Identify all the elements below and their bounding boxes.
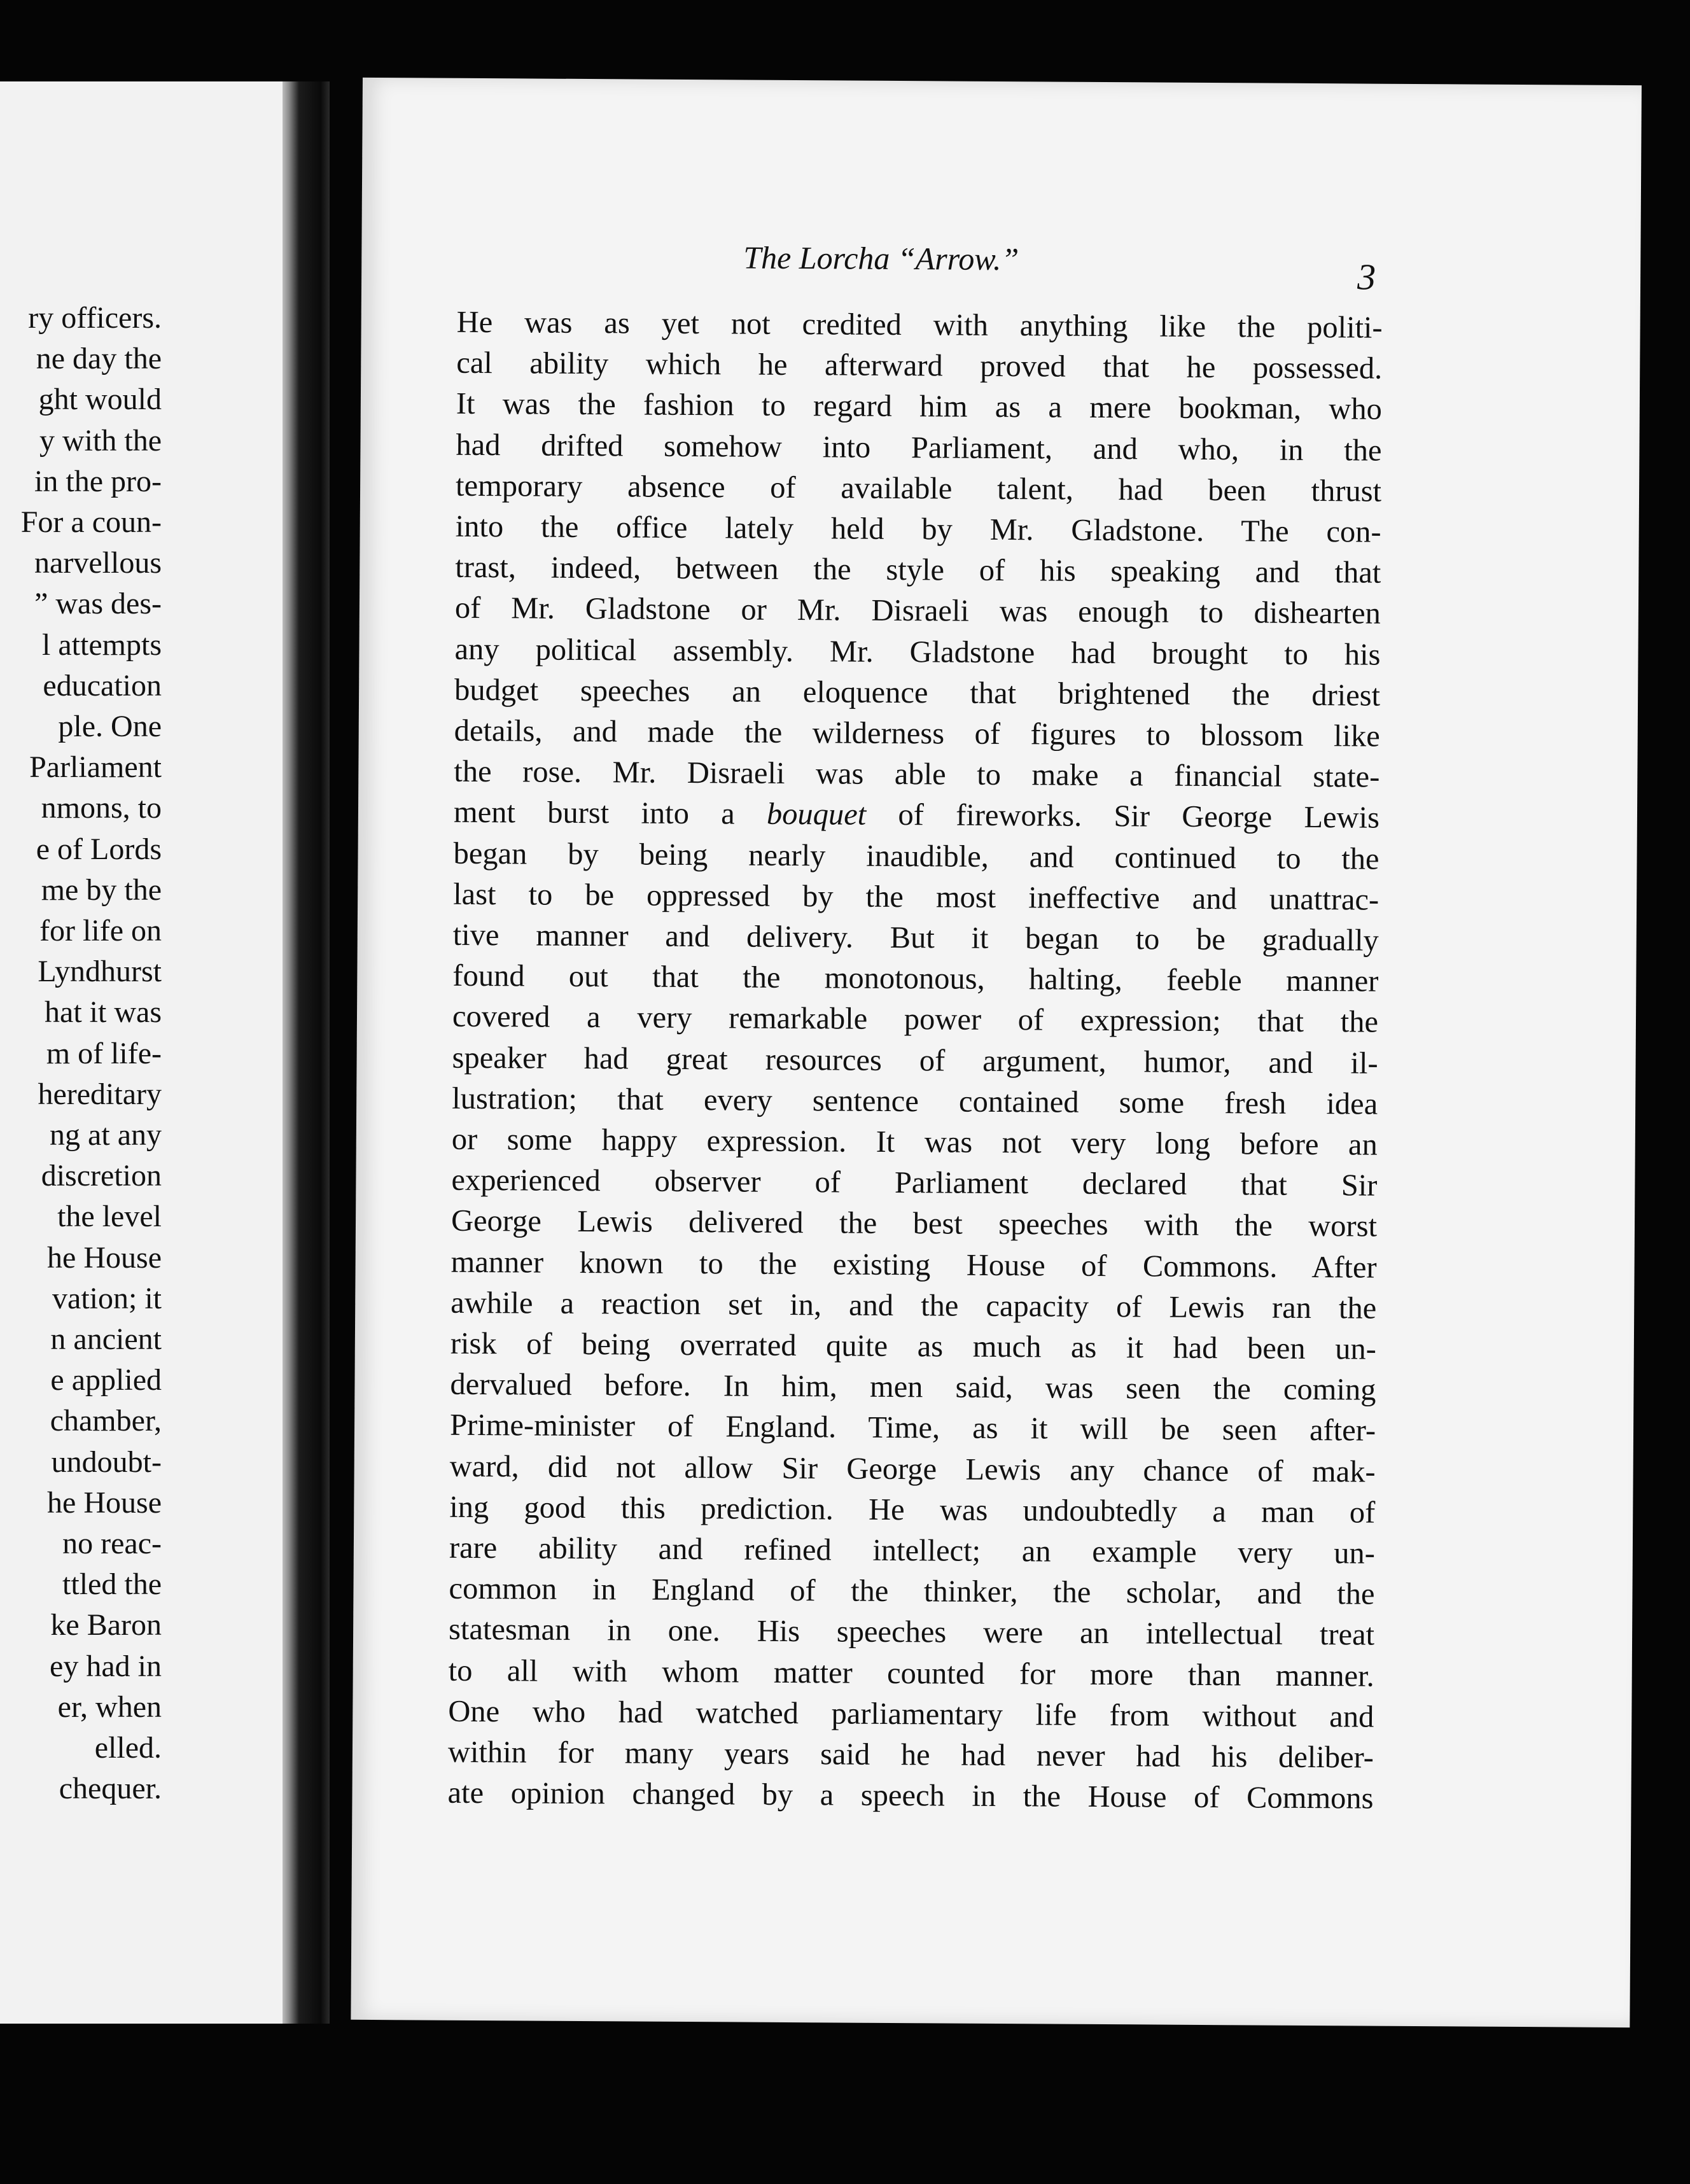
text-line: Prime-minister of England. Time, as it will be seen after- xyxy=(449,1408,1376,1448)
left-page-line: n ancient xyxy=(50,1322,162,1356)
left-page-line: he House xyxy=(47,1485,162,1520)
left-page-line: y with the xyxy=(39,423,162,458)
left-page-line: For a coun- xyxy=(20,505,162,539)
left-page xyxy=(0,81,285,2024)
left-page-line: l attempts xyxy=(42,627,162,662)
left-page-line: ey had in xyxy=(50,1649,162,1683)
text-line: ment burst into a bouquet of fireworks. Sir George Lewis xyxy=(453,795,1380,836)
left-page-line: he House xyxy=(47,1240,162,1275)
left-page-line: ght would xyxy=(38,382,162,417)
running-head: The Lorcha “Arrow.” xyxy=(743,239,1019,277)
text-line: speaker had great resources of argument, humor, and il- xyxy=(452,1040,1378,1081)
left-page-line: elled. xyxy=(94,1731,162,1765)
text-line: experienced observer of Parliament declared that Sir xyxy=(451,1163,1378,1203)
left-page-text xyxy=(0,298,162,1952)
left-page-line: ne day the xyxy=(36,342,162,376)
left-page-line: er, when xyxy=(57,1690,162,1724)
left-page-line: education xyxy=(43,668,162,703)
binding-gutter xyxy=(283,81,330,2024)
text-line: awhile a reaction set in, and the capacity of Lewis ran the xyxy=(450,1285,1377,1326)
left-page-line: m of life- xyxy=(46,1036,162,1070)
text-line: ing good this prediction. He was undoubtedly a man of xyxy=(449,1490,1376,1530)
text-line: within for many years said he had never had his deliber- xyxy=(447,1735,1374,1775)
left-page-line: e applied xyxy=(50,1363,162,1397)
text-line: of Mr. Gladstone or Mr. Disraeli was enough to dishearten xyxy=(454,591,1381,631)
left-page-line: undoubt- xyxy=(51,1445,162,1479)
left-page-line: the level xyxy=(57,1200,162,1234)
text-line: lustration; that every sentence contained some fresh idea xyxy=(452,1081,1378,1121)
text-line: manner known to the existing House of Commons. After xyxy=(450,1245,1377,1285)
text-line: the rose. Mr. Disraeli was able to make a financial state- xyxy=(454,754,1380,794)
left-page-line: ple. One xyxy=(58,710,162,743)
left-page-line: hereditary xyxy=(38,1077,162,1111)
text-line: George Lewis delivered the best speeches with the worst xyxy=(450,1204,1378,1244)
body-text xyxy=(447,302,1382,1912)
text-line: statesman in one. His speeches were an intellectual treat xyxy=(448,1613,1375,1653)
text-line: into the office lately held by Mr. Gladstone. The con- xyxy=(455,509,1381,549)
left-page-line: in the pro- xyxy=(34,464,162,498)
text-line: rare ability and refined intellect; an example very un- xyxy=(449,1530,1376,1571)
text-line: details, and made the wilderness of figures to blossom like xyxy=(454,713,1380,753)
right-page xyxy=(351,78,1642,2027)
left-page-line: ” was des- xyxy=(34,587,162,621)
text-line: common in England of the thinker, the scholar, and the xyxy=(449,1571,1375,1611)
left-page-line: ke Baron xyxy=(50,1608,162,1642)
left-page-line: discretion xyxy=(41,1159,162,1193)
text-line: began by being nearly inaudible, and continued to the xyxy=(453,836,1379,876)
left-page-line: hat it was xyxy=(45,995,162,1030)
page-number: 3 xyxy=(1357,256,1376,298)
left-page-line: narvellous xyxy=(34,546,162,580)
left-page-line: e of Lords xyxy=(36,832,162,866)
text-line: any political assembly. Mr. Gladstone had brought to his xyxy=(454,632,1381,672)
text-line: cal ability which he afterward proved that he possessed. xyxy=(456,346,1383,386)
left-page-line: chamber, xyxy=(50,1404,162,1438)
text-line: dervalued before. In him, men said, was seen the coming xyxy=(450,1367,1376,1407)
left-page-line: ry officers. xyxy=(28,301,162,335)
text-line: He was as yet not credited with anything like the politi- xyxy=(456,305,1383,345)
left-page-line: chequer. xyxy=(59,1772,162,1806)
left-page-line: for life on xyxy=(39,914,162,948)
text-line: ate opinion changed by a speech in the House of Commons xyxy=(447,1775,1374,1816)
text-line: One who had watched parliamentary life from without and xyxy=(448,1694,1374,1734)
text-line: tive manner and delivery. But it began to be gradually xyxy=(452,918,1379,958)
text-line: temporary absence of available talent, had been thrust xyxy=(455,468,1382,508)
left-page-line: vation; it xyxy=(52,1281,162,1315)
text-line: trast, indeed, between the style of his speaking and that xyxy=(455,550,1381,590)
text-line: or some happy expression. It was not very long before an xyxy=(451,1122,1378,1162)
text-line: to all with whom matter counted for more than manner. xyxy=(448,1653,1374,1693)
text-line: risk of being overrated quite as much as it had been un- xyxy=(450,1326,1377,1366)
left-page-line: me by the xyxy=(41,872,162,907)
text-line: It was the fashion to regard him as a mere bookman, who xyxy=(456,387,1383,427)
text-line: budget speeches an eloquence that brightened the driest xyxy=(454,673,1381,713)
left-page-line: no reac- xyxy=(62,1527,162,1560)
text-line: found out that the monotonous, halting, feeble manner xyxy=(452,958,1379,998)
left-page-line: nmons, to xyxy=(41,791,162,825)
left-page-line: Lyndhurst xyxy=(38,955,162,989)
left-page-line: Parliament xyxy=(29,750,162,785)
left-page-line: ng at any xyxy=(50,1118,162,1152)
text-line: had drifted somehow into Parliament, and who, in the xyxy=(456,428,1382,468)
text-line: last to be oppressed by the most ineffective and unattrac- xyxy=(453,877,1379,917)
text-line: ward, did not allow Sir George Lewis any chance of mak- xyxy=(449,1449,1376,1489)
left-page-line: ttled the xyxy=(62,1567,162,1602)
text-line: covered a very remarkable power of expression; that the xyxy=(452,1000,1379,1040)
